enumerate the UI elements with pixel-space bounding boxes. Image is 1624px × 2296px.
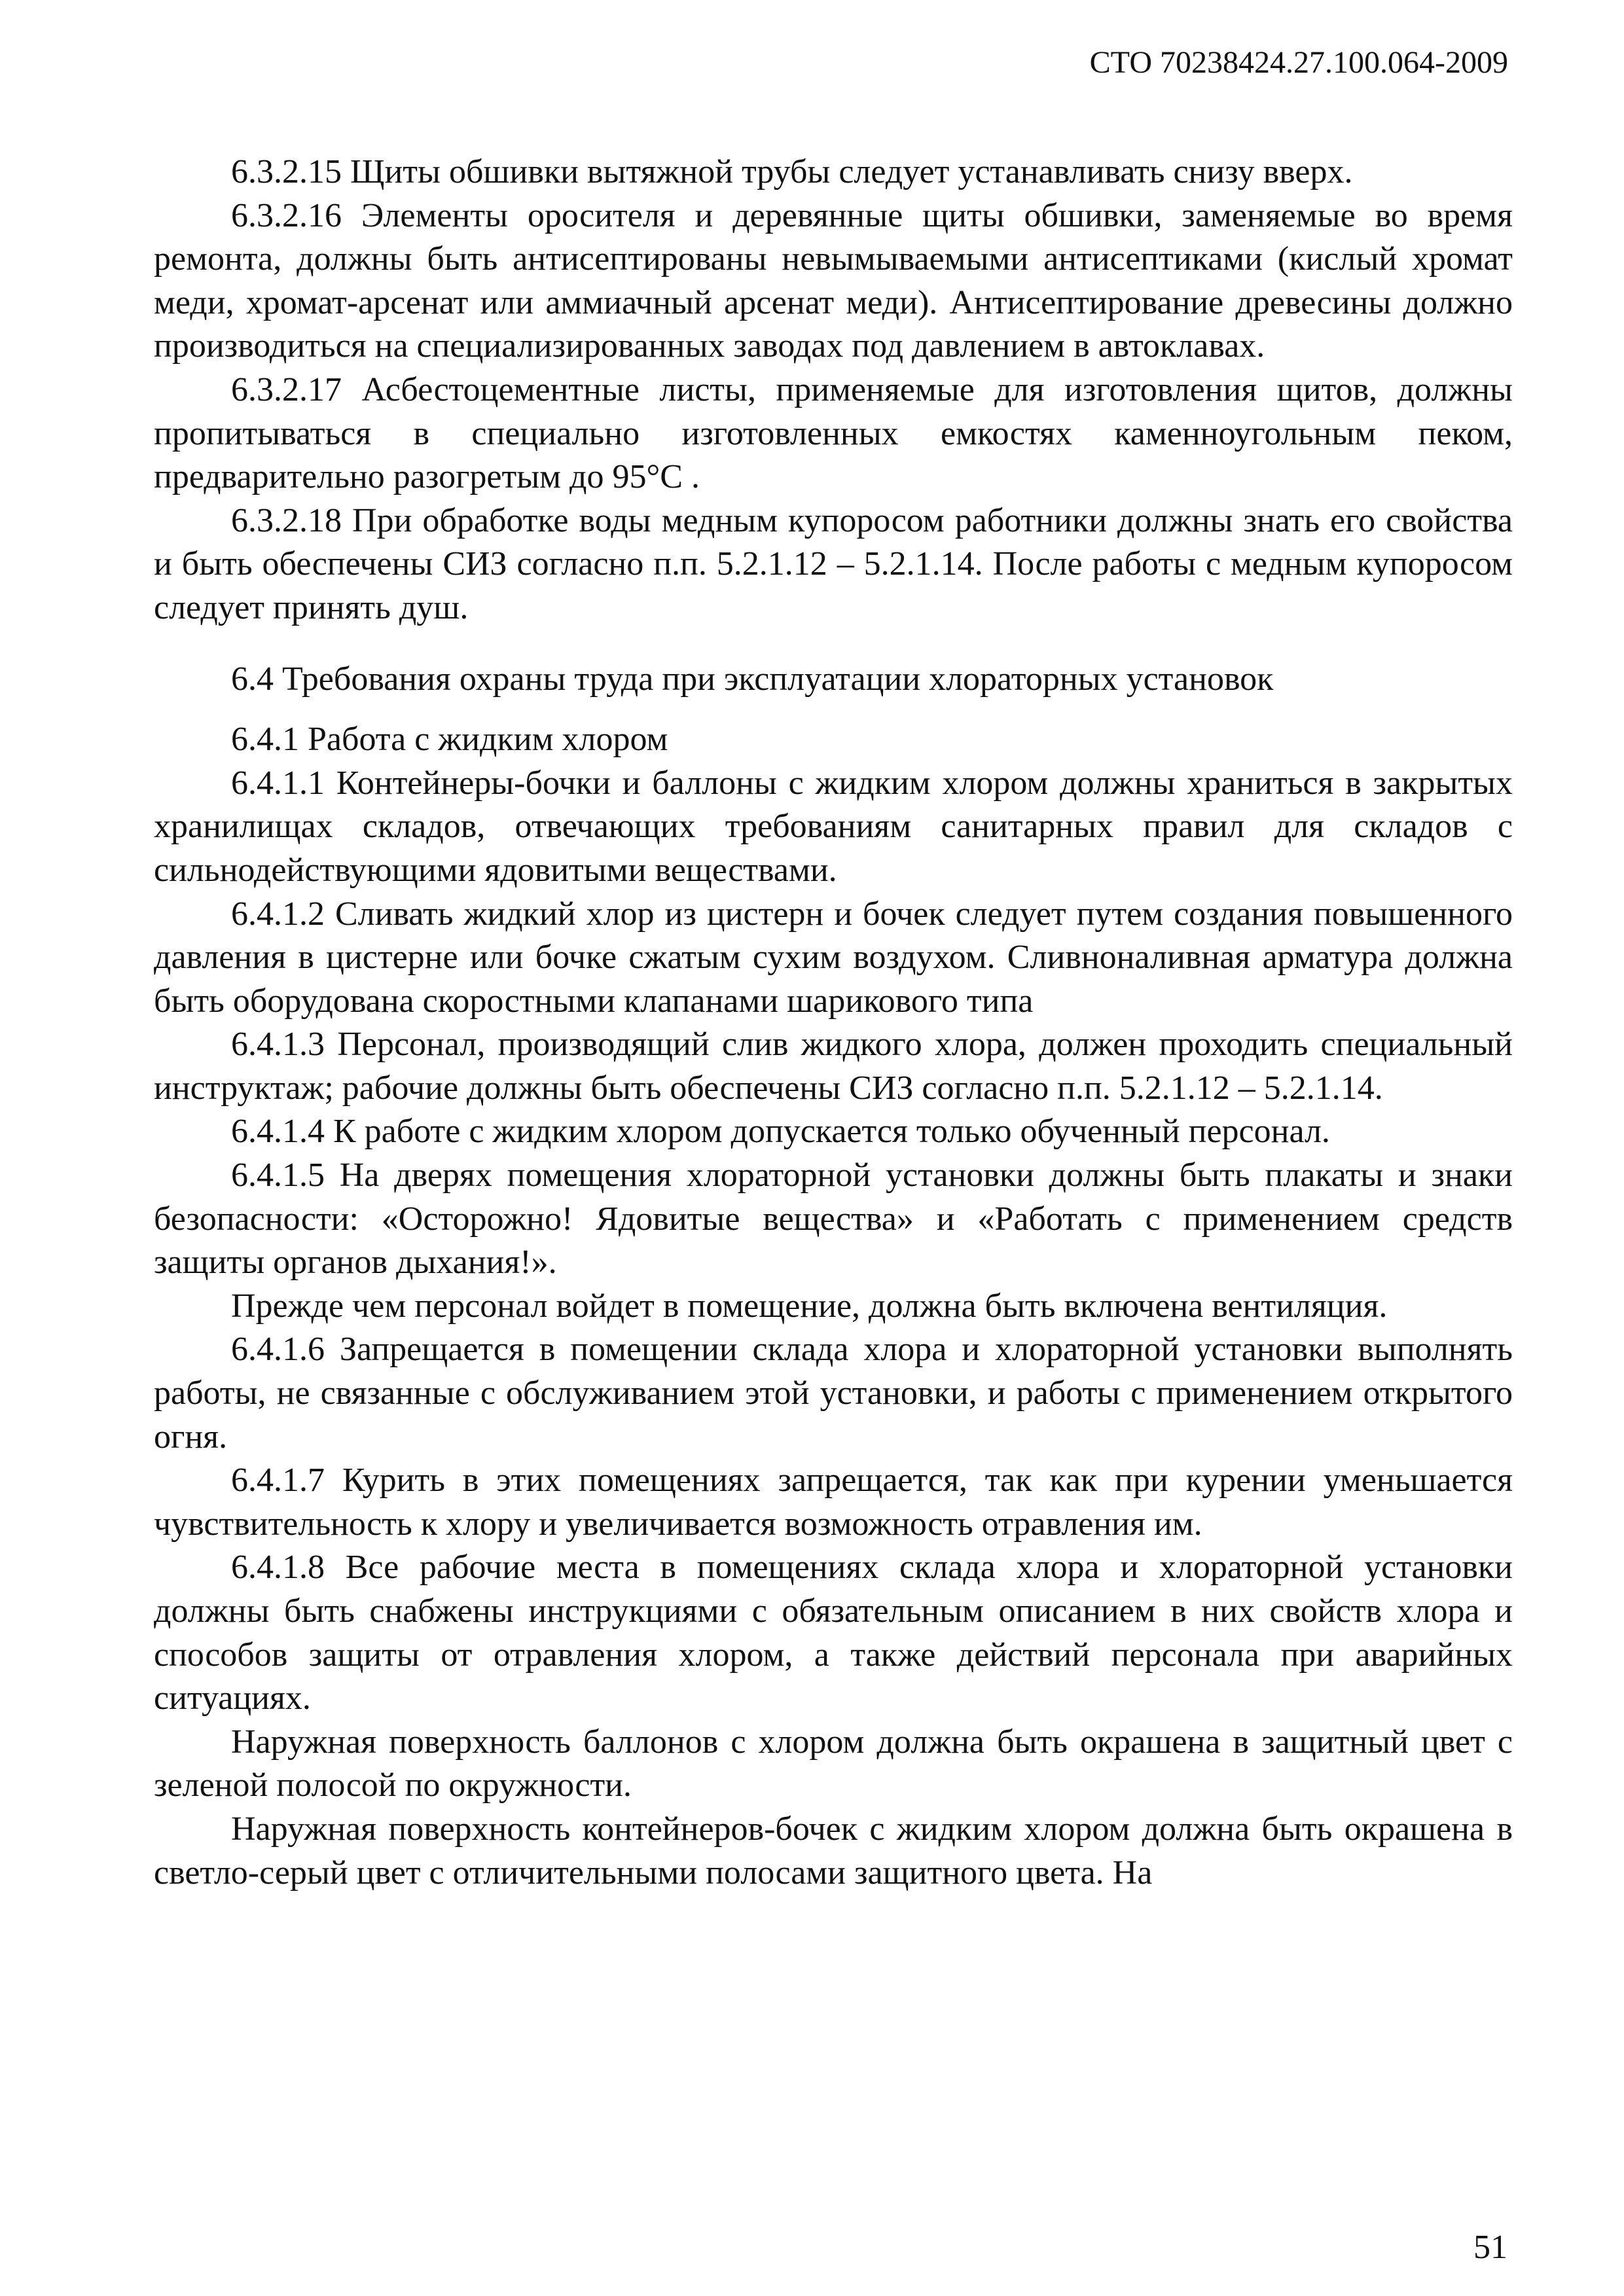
paragraph-6-4-1-6: 6.4.1.6 Запрещается в помещении склада хлора и хлораторной установки выполнять работы, не связанные с обслуживанием этой установки, и работы с применением открытого огня. xyxy=(154,1331,1513,1456)
document-body xyxy=(154,151,1513,1895)
subsection-heading-6-4-1: 6.4.1 Работа с жидким хлором xyxy=(231,721,668,759)
page-number: 51 xyxy=(1473,2229,1507,2266)
paragraph-6-4-1-2: 6.4.1.2 Сливать жидкий хлор из цистерн и бочек следует путем создания повышенного давления в цистерне или бочке сжатым сухим воздухом. Сливноналивная арматура должна быть оборудована скоростными клапанами шарикового типа xyxy=(154,895,1513,1020)
paragraph-ventilation: Прежде чем персонал войдет в помещение, должна быть включена вентиляция. xyxy=(231,1287,1388,1325)
paragraph-6-3-2-15: 6.3.2.15 Щиты обшивки вытяжной трубы следует устанавливать снизу вверх. xyxy=(231,153,1353,190)
paragraph-6-3-2-17: 6.3.2.17 Асбестоцементные листы, применяемые для изготовления щитов, должны пропитываться в специально изготовленных емкостях каменноугольным пеком, предварительно разогретым до 95°C . xyxy=(154,370,1513,496)
section-heading-6-4: 6.4 Требования охраны труда при эксплуатации хлораторных установок xyxy=(231,660,1274,698)
paragraph-6-4-1-7: 6.4.1.7 Курить в этих помещениях запрещается, так как при курении уменьшается чувствительность к хлору и увеличивается возможность отравления им. xyxy=(154,1462,1513,1543)
paragraph-6-4-1-1: 6.4.1.1 Контейнеры-бочки и баллоны с жидким хлором должны храниться в закрытых хранилищах складов, отвечающих требованиям санитарных правил для складов с сильнодействующими ядовитыми веществами. xyxy=(154,764,1513,889)
paragraph-6-3-2-18: 6.3.2.18 При обработке воды медным купоросом работники должны знать его свойства и быть обеспечены СИЗ согласно п.п. 5.2.1.12 – 5.2.1.14. После работы с медным купоросом следует принять душ. xyxy=(154,501,1513,626)
standard-code-header: СТО 70238424.27.100.064-2009 xyxy=(1089,45,1508,80)
paragraph-cylinder-color: Наружная поверхность баллонов с хлором должна быть окрашена в защитный цвет с зеленой полосой по окружности. xyxy=(154,1723,1513,1804)
paragraph-6-4-1-3: 6.4.1.3 Персонал, производящий слив жидкого хлора, должен проходить специальный инструктаж; рабочие должны быть обеспечены СИЗ согласно п.п. 5.2.1.12 – 5.2.1.14. xyxy=(154,1026,1513,1107)
paragraph-6-4-1-8: 6.4.1.8 Все рабочие места в помещениях склада хлора и хлораторной установки должны быть снабжены инструкциями с обязательным описанием в них свойств хлора и способов защиты от отравления хлором, а также действий персонала при аварийных ситуациях. xyxy=(154,1549,1513,1717)
paragraph-6-4-1-5: 6.4.1.5 На дверях помещения хлораторной установки должны быть плакаты и знаки безопасности: «Осторожно! Ядовитые вещества» и «Работать с применением средств защиты органов дыхания!». xyxy=(154,1157,1513,1282)
paragraph-6-4-1-4: 6.4.1.4 К работе с жидким хлором допускается только обученный персонал. xyxy=(231,1113,1330,1151)
paragraph-container-color: Наружная поверхность контейнеров-бочек с жидким хлором должна быть окрашена в светло-серый цвет с отличительными полосами защитного цвета. На xyxy=(154,1810,1513,1892)
paragraph-6-3-2-16: 6.3.2.16 Элементы оросителя и деревянные щиты обшивки, заменяемые во время ремонта, должны быть антисептированы невымываемыми антисептиками (кислый хромат меди, хромат-арсенат или аммиачный арсенат меди). Антисептирование древесины должно производиться на специализированных заводах под давлением в автоклавах. xyxy=(154,196,1513,365)
